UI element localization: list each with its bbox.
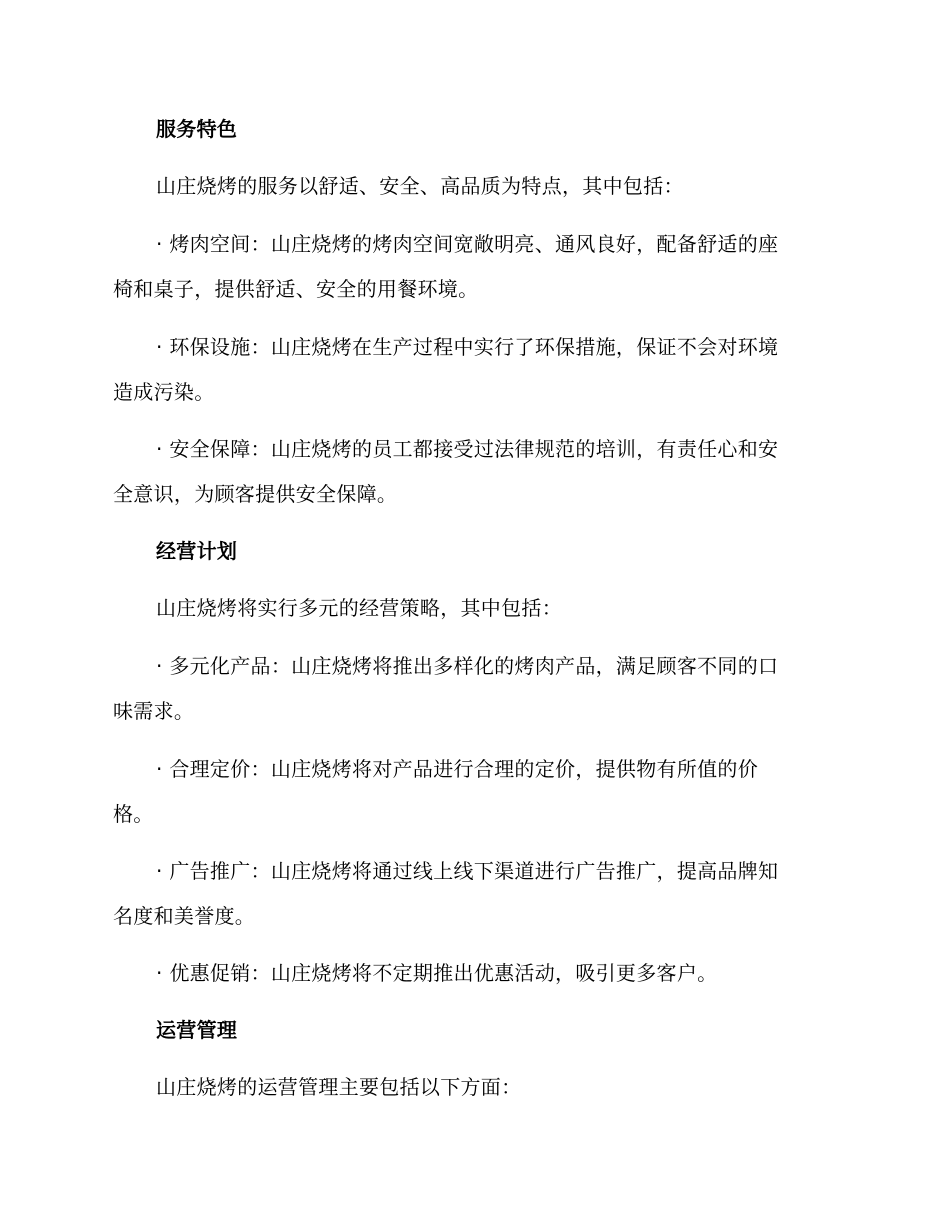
list-item-line: 格。 bbox=[113, 802, 154, 826]
list-item-line: 全意识，为顾客提供安全保障。 bbox=[113, 482, 398, 506]
list-item-line: · 多元化产品：山庄烧烤将推出多样化的烤肉产品，满足顾客不同的口 bbox=[156, 654, 779, 678]
section-intro: 山庄烧烤将实行多元的经营策略，其中包括： bbox=[156, 596, 562, 620]
list-item-line: · 环保设施：山庄烧烤在生产过程中实行了环保措施，保证不会对环境 bbox=[156, 335, 779, 359]
section-heading: 服务特色 bbox=[156, 117, 238, 141]
list-item-line: · 合理定价：山庄烧烤将对产品进行合理的定价，提供物有所值的价 bbox=[156, 757, 759, 781]
list-item-line: · 优惠促销：山庄烧烤将不定期推出优惠活动，吸引更多客户。 bbox=[156, 961, 718, 985]
section-heading: 运营管理 bbox=[156, 1018, 238, 1042]
section-heading: 经营计划 bbox=[156, 539, 238, 563]
section-intro: 山庄烧烤的服务以舒适、安全、高品质为特点，其中包括： bbox=[156, 174, 684, 198]
section-intro: 山庄烧烤的运营管理主要包括以下方面： bbox=[156, 1075, 522, 1099]
list-item-line: 味需求。 bbox=[113, 699, 195, 723]
list-item-line: · 烤肉空间：山庄烧烤的烤肉空间宽敞明亮、通风良好，配备舒适的座 bbox=[156, 232, 779, 256]
list-item-line: 造成污染。 bbox=[113, 380, 215, 404]
list-item-line: · 广告推广：山庄烧烤将通过线上线下渠道进行广告推广，提高品牌知 bbox=[156, 859, 779, 883]
list-item-line: · 安全保障：山庄烧烤的员工都接受过法律规范的培训，有责任心和安 bbox=[156, 437, 779, 461]
list-item-line: 名度和美誉度。 bbox=[113, 904, 256, 928]
list-item-line: 椅和桌子，提供舒适、安全的用餐环境。 bbox=[113, 277, 479, 301]
